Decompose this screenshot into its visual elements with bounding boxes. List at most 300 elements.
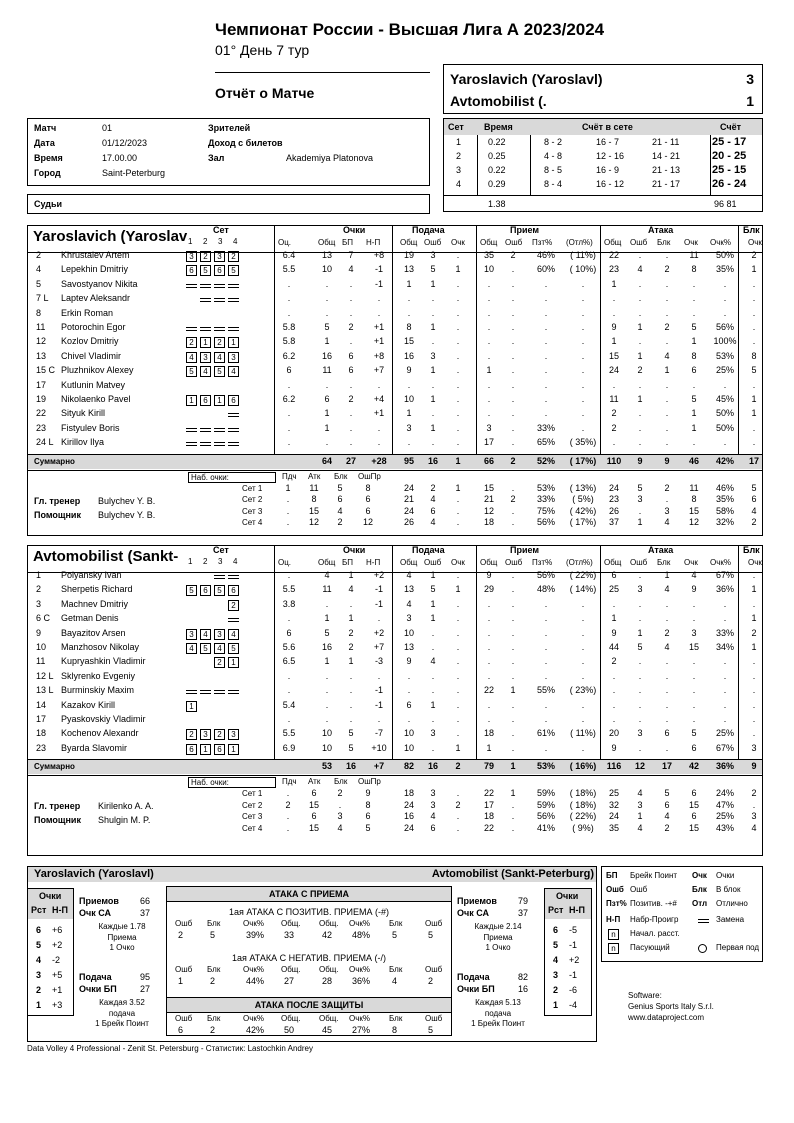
set-cell: 26 [608,505,619,516]
rot-val: -4 [569,1000,578,1010]
stat-cell: 9 [611,627,617,638]
l-recv-a: Приемов [79,896,119,906]
stat-cell: . [431,670,435,681]
stat-cell: . [487,656,491,667]
bench-mark [200,428,211,432]
rot-num: 5 [553,940,559,950]
set-cell: 3 [637,494,643,505]
player-num: 23 [36,422,47,433]
legend-key: Пзт% [606,899,627,908]
set-cell: . [511,822,515,833]
stat-cell: 5.5 [282,728,296,739]
stat-cell: 1 [324,408,330,419]
team1-name: Yaroslavich (Yaroslavl) [450,71,603,87]
set-header: Сет [213,225,229,235]
bottom-team1: Yaroslavich (Yaroslavl) [34,868,154,880]
stat-cell: . [287,570,291,580]
set-cell: 1 [285,482,291,493]
r-srv-av: 82 [518,972,529,982]
stat-cell: . [511,742,515,753]
right-rot-label: Очки [556,891,579,901]
col-sub: Очк [684,238,698,247]
stat-cell: . [407,685,411,696]
stat-cell: . [487,394,491,404]
bench-mark [228,298,239,302]
col-sub: Пзт% [532,558,553,567]
col-group: Блк [743,225,760,235]
stat-cell: 1 [430,394,436,404]
atk-val: 2 [210,1025,216,1035]
stat-cell: 15 [403,336,414,347]
stat-cell: 1 [324,336,330,347]
stat-cell: . [544,350,548,361]
report-title: Отчёт о Матче [215,85,315,101]
stat-cell: . [349,408,353,419]
summary-cell: ( 16%) [569,761,597,772]
stat-cell: . [511,264,515,275]
rotation-box [200,657,211,668]
set-cell: 18 [483,811,494,822]
stat-cell: . [431,642,435,652]
player-name: Sklyrenko Evgeniy [61,670,136,681]
rotation-box: 5 [186,366,197,377]
set-cell: 4 [430,517,436,528]
set-cell: 56% [536,811,555,822]
set-cell: ( 22%) [569,811,597,822]
rotation-box: 2 [186,337,197,348]
rotation-box: 6 [186,265,197,276]
l-srv-each: Каждая 3.52 [99,998,145,1007]
atk-col: Ошб [175,1014,193,1023]
rot-num: 5 [36,940,42,950]
right-rot-rst: Рст [548,905,564,915]
stat-cell: 13 [403,264,414,275]
stat-cell: . [581,613,585,624]
stat-cell: . [487,322,491,332]
player-name: Kazakov Kirill [61,699,116,710]
atk-val: 28 [322,976,333,986]
stat-cell: . [544,278,548,289]
set-cell: 4 [751,505,757,516]
summary-cell: 2 [455,761,461,772]
stat-cell: . [511,714,515,724]
stat-cell: 15 [608,350,619,361]
col-sep [738,225,739,454]
stat-cell: . [349,670,353,681]
stat-cell: . [287,278,291,289]
rotation-box: 4 [186,643,197,654]
stat-cell: 2 [664,627,670,638]
stat-cell: 22 [483,685,494,696]
set-cell: 4 [664,517,670,528]
start-mark: n [608,929,619,940]
stat-cell: . [638,685,642,696]
set-header-label: Наб. очки: [188,472,276,483]
rotation-box [200,701,211,712]
hall-value: Akademiya Platonova [286,153,374,163]
atk-val: 2 [210,976,216,986]
stat-cell: +10 [371,742,387,753]
rotation-box: 3 [214,251,225,262]
player-num: 15 C [36,365,56,376]
stat-cell: . [544,627,548,638]
summary-cell: 1 [510,761,516,772]
stat-cell: . [581,394,585,404]
stat-cell: 25% [715,365,734,376]
stat-cell: . [456,728,460,739]
stat-cell: . [456,307,460,318]
stat-cell: 1 [430,570,436,580]
stat-cell: 1 [637,350,643,361]
sets-table [443,118,763,212]
stat-cell: 3 [691,627,697,638]
stat-cell: . [665,379,669,390]
stat-cell: -1 [374,584,383,595]
col-sub: Очк% [710,238,732,247]
set-cell: . [286,822,290,833]
stat-cell: . [431,408,435,419]
stat-cell: +7 [373,642,385,652]
stat-cell: . [431,336,435,347]
legend-desc: Очки [716,871,735,880]
stat-cell: -1 [374,699,383,710]
rotation-box: 4 [200,629,211,640]
set-cell: 6 [365,505,371,516]
left-rot-np: Н-П [52,905,68,915]
bench-mark [214,690,225,694]
stat-cell: . [456,379,460,390]
r-srv-bv: 16 [518,984,529,994]
summary-cell: 82 [403,761,414,772]
player-num: 18 [36,728,47,739]
atk-col: Очк% [349,965,371,974]
set-cell: 6 [691,811,697,822]
stat-cell: . [456,670,460,681]
team2-sets: 1 [746,93,754,109]
stat-cell: 45% [715,394,734,404]
stat-cell: 50% [715,422,734,433]
summary-cell: 42% [715,455,734,466]
set-cell: 24 [403,799,414,810]
l-recv-av: 66 [140,896,151,906]
rotation-box [186,600,197,611]
rotation-box: 1 [200,744,211,755]
col-sub: Оц. [278,238,292,247]
rotation-box: 5 [186,585,197,596]
stat-cell: . [638,699,642,710]
setter-mark: n [608,943,619,954]
player-name: Erkin Roman [61,307,114,318]
stat-cell: . [544,613,548,624]
stat-cell: . [638,570,642,580]
rot-num: 3 [553,970,559,980]
stat-cell: . [638,408,642,419]
legend-key: Очк [692,871,707,880]
set-cell: . [286,517,290,528]
summary-cell: 9 [751,761,757,772]
atk-def-title: АТАКА ПОСЛЕ ЗАЩИТЫ [254,1000,364,1010]
stat-cell: +4 [373,394,385,404]
stat-cell: +8 [373,350,385,361]
atk-col: Общ. [319,1014,339,1023]
stat-cell: . [511,293,515,304]
rotation-box: 5 [200,265,211,276]
col-group: Прием [510,545,540,555]
assistant-label: Помощник [34,509,81,520]
stat-cell: . [752,379,756,390]
sub-mark [698,919,709,923]
col-sub: Очк% [710,558,732,567]
stat-cell: 5.5 [282,584,296,595]
player-name: Potorochin Egor [61,322,126,332]
stat-cell: . [544,656,548,667]
set-cell: 2 [751,788,757,799]
stat-cell: . [752,278,756,289]
stat-cell: . [692,278,696,289]
stat-cell: . [325,307,329,318]
right-rotation [544,888,592,1016]
summary-cell: 16 [427,761,438,772]
rotation-box: 1 [214,395,225,406]
stat-cell: 10 [321,742,332,753]
bench-mark [228,413,239,417]
l-srv-av: 95 [140,972,151,982]
stat-cell: . [456,570,460,580]
r-recv-av: 79 [518,896,529,906]
r-recv-a: Приемов [457,896,497,906]
atk-col: Ошб [425,965,443,974]
r-recv-each2: Приема [483,933,513,942]
col-sub: Ошб [630,238,648,247]
stat-cell: 65% [536,437,555,448]
stat-cell: . [511,379,515,390]
set-cell: . [456,517,460,528]
set-cell: 5 [751,482,757,493]
stat-cell: . [349,685,353,696]
stat-cell: 1 [751,408,757,419]
set-p2: 16 - 12 [596,179,625,189]
atk-col: Очк% [349,1014,371,1023]
stat-cell: 2 [611,408,617,419]
set-header-col: Атк [308,777,321,787]
set-cell: 4 [430,494,436,505]
stat-cell: 3 [751,742,757,753]
page-title: Чемпионат России - Высшая Лига А 2023/2024 [215,20,605,39]
set-p2: 16 - 7 [596,137,620,147]
stat-cell: 6 [348,350,354,361]
stat-cell: . [638,379,642,390]
stat-cell: . [511,570,515,580]
col-sub: Очк [748,558,762,567]
set-p3: 21 - 13 [652,165,681,175]
col-sub: (Отл%) [566,558,593,567]
col-sub: Оц. [278,558,292,567]
bench-mark [214,575,225,579]
set-cell: 59% [536,799,555,810]
set-cell: 24 [403,505,414,516]
rotation-box: 2 [214,729,225,740]
stat-cell: . [431,714,435,724]
stat-cell: . [349,437,353,448]
stat-cell: 9 [406,365,412,376]
set-cell: 41% [536,822,555,833]
stat-cell: . [723,656,727,667]
summary-cell: 27 [345,455,356,466]
summary-cell: 53% [536,761,555,772]
stat-cell: 100% [713,336,737,347]
stat-cell: 5 [324,627,330,638]
set-cell: 3 [751,811,757,822]
stat-cell: 56% [715,322,734,332]
software-label: Software: [628,991,662,1000]
stat-cell: 6.9 [282,742,296,753]
rotation-box: 3 [228,729,239,740]
stat-cell: 5 [324,322,330,332]
city-value: Saint-Peterburg [102,168,166,178]
stat-cell: . [511,350,515,361]
stat-cell: 1 [430,598,436,609]
stat-cell: . [638,613,642,624]
stat-cell: . [752,437,756,448]
stat-cell: . [581,627,585,638]
spectators-label: Зрителей [208,123,251,133]
stat-cell: 5 [348,742,354,753]
stat-cell: 9 [611,322,617,332]
stat-cell: . [349,293,353,304]
set-mark: 2 [203,237,208,246]
stat-cell: . [456,322,460,332]
l-srv-b: Очки БП [79,984,117,994]
player-name: Lepekhin Dmitriy [61,264,129,275]
set-mark: 4 [233,557,238,566]
rule [27,470,763,471]
stat-cell: . [511,584,515,595]
stat-cell: . [612,714,616,724]
player-name: Savostyanov Nikita [61,278,138,289]
set-header: Сет [213,545,229,555]
player-name: Bayazitov Arsen [61,627,126,638]
player-num: 8 [36,307,42,318]
set-time: 0.22 [488,165,506,175]
stat-cell: ( 10%) [569,264,597,275]
stat-cell: . [638,293,642,304]
stat-cell: . [581,699,585,710]
legend-key: Ошб [606,885,624,894]
player-num: 23 [36,742,47,753]
legend-key: Отл [692,899,708,908]
legend-desc: Набр-Проигр [630,915,679,924]
legend-desc: Начал. расст. [630,929,680,938]
rotation-box: 2 [228,600,239,611]
stat-cell: . [325,379,329,390]
rot-val: -6 [569,985,578,995]
atk-val: 1 [178,976,184,986]
stat-cell: 60% [536,264,555,275]
stat-cell: . [349,307,353,318]
stat-cell: . [287,437,291,448]
set-mark: 1 [188,237,193,246]
col-sub: Общ [400,238,418,247]
stat-cell: 8 [691,350,697,361]
set-cell: 12 [483,505,494,516]
stat-cell: . [431,685,435,696]
player-name: Pyaskovskiy Vladimir [61,714,146,724]
set-cell: . [286,788,290,799]
set-cell: 4 [664,811,670,822]
col-sub: Ошб [424,558,442,567]
atk-col: Очк% [349,919,371,928]
r-srv-each3: 1 Брейк Поинт [471,1019,525,1028]
stat-cell: +1 [373,336,385,347]
stat-cell: . [487,670,491,681]
set-cell: 8 [311,494,317,505]
legend-desc: Пасующий [630,943,670,952]
stat-cell: 3 [637,728,643,739]
set-cell: 6 [311,811,317,822]
atk-col: Ошб [175,965,193,974]
player-num: 6 C [36,613,51,624]
set-p3: 21 - 17 [652,179,681,189]
stat-cell: . [665,685,669,696]
stat-cell: . [287,408,291,419]
summary-cell: +28 [371,455,387,466]
stat-cell: ( 11%) [570,728,596,739]
rot-val: +3 [52,1000,63,1010]
rot-num: 6 [553,925,559,935]
stat-cell: 3 [430,350,436,361]
stat-cell: 4 [691,570,697,580]
summary-cell: 16 [345,761,356,772]
bench-mark [200,298,211,302]
stat-cell: 9 [611,742,617,753]
stat-cell: . [638,714,642,724]
player-name: Sherpetis Richard [61,584,133,595]
stat-cell: 3 [406,422,412,433]
match-info [27,118,430,186]
stat-cell: . [544,336,548,347]
stat-cell: . [431,307,435,318]
stat-cell: . [612,293,616,304]
stat-cell: 23 [608,264,619,275]
stat-cell: . [511,408,515,419]
stat-cell: . [325,437,329,448]
stat-cell: . [407,437,411,448]
l-recv-b: Очк СА [79,908,112,918]
set-score: 26 - 24 [712,178,747,190]
stat-cell: . [349,379,353,390]
stat-cell: 6 [286,365,292,376]
rotation-box: 2 [214,657,225,668]
legend-key: БП [606,871,618,880]
set-cell: 2 [337,517,343,528]
stat-cell: . [487,613,491,624]
set-cell: 37 [608,517,619,528]
col-sub: БП [342,558,353,567]
stat-cell: . [487,627,491,638]
stat-cell: . [665,437,669,448]
stat-cell: . [638,437,642,448]
stat-cell: . [723,670,727,681]
col-sub: Общ [400,558,418,567]
legend-key: Блк [692,885,707,894]
stat-cell: . [456,293,460,304]
set-cell: 2 [664,482,670,493]
set-cell: 16 [403,811,414,822]
set-cell: 1 [455,482,461,493]
set-row-label: Сет 2 [242,495,263,505]
stat-cell: . [723,437,727,448]
stat-cell: . [349,714,353,724]
